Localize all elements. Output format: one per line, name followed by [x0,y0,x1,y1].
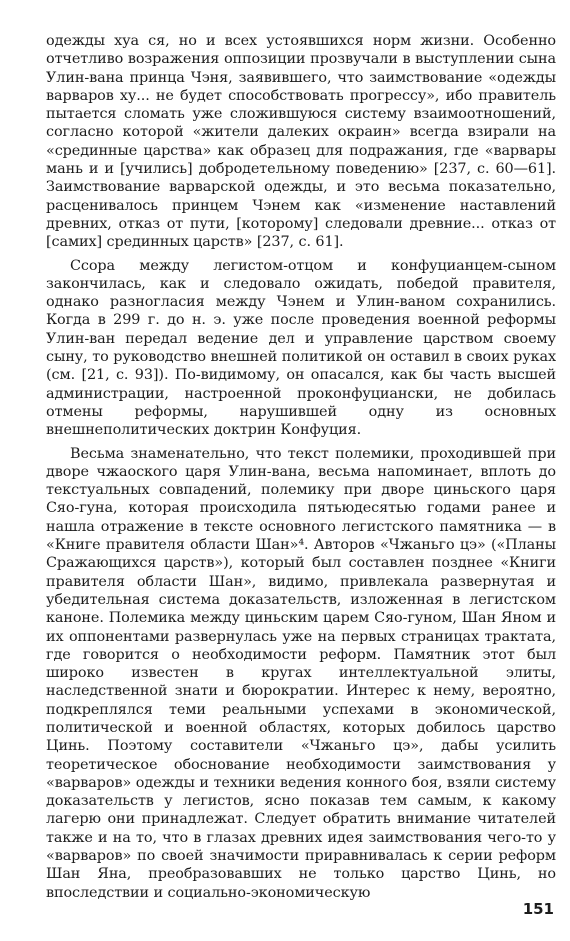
page-number: 151 [522,900,554,918]
paragraph-1: одежды хуа ся, но и всех устоявшихся норм жизни. Особенно отчетливо возражения оппозиции прозвучали в выступлении сына Улин-вана принца Чэня, заявившего, что заимствование «одежды варваров ху... не будет способствовать прогрессу», ибо правитель пытается сломать уже сложившуюся систему взаимоотношений, согласно которой «жители далеких окраин» всегда взирали на «срединные царства» как образец для подражания, где «варвары мань и и [учились] добродетельному поведению» [237, с. 60—61]. Заимствование варварской одежды, и это весьма показательно, расценивалось принцем Чэнем как «изменение наставлений древних, отказ от пути, [которому] следовали древние... отказ от [самих] срединных царств» [237, с. 61]. [46,33,556,251]
page-body [46,32,556,902]
paragraph-2: Ссора между легистом-отцом и конфуцианцем-сыном закончилась, как и следовало ожидать, победой правителя, однако разногласия между Чэнем и Улин-ваном сохранились. Когда в 299 г. до н. э. уже после проведения военной реформы Улин-ван передал ведение дел и управление царством своему сыну, то руководство внешней политикой он оставил в своих руках (см. [21, с. 93]). По-видимому, он опасался, как бы часть высшей администрации, настроенной проконфуциански, не добилась отмены реформы, нарушившей одну из основных внешнеполитических доктрин Конфуция. [46,257,556,439]
paragraph-3: Весьма знаменательно, что текст полемики, проходившей при дворе чжаоского царя Улин-вана, весьма напоминает, вплоть до текстуальных совпадений, полемику при дворе циньского царя Сяо-гуна, которая происходила пятьюдесятью годами ранее и нашла отражение в тексте основного легистского памятника — в «Книге правителя области Шан»⁴. Авторов «Чжаньго цэ» («Планы Сражающихся царств»), который был составлен позднее «Книги правителя области Шан», видимо, привлекала развернутая и убедительная система доказательств, изложенная в легистском каноне. Полемика между циньским царем Сяо-гуном, Шан Яном и их оппонентами развернулась уже на первых страницах трактата, где говорится о необходимости реформ. Памятник этот был широко известен в кругах интеллектуальной элиты, наследственной знати и бюрократии. Интерес к нему, вероятно, подкреплялся теми реальными успехами в экономической, политической и военной областях, которых добилось царство Цинь. Поэтому составители «Чжаньго цэ», дабы усилить теоретическое обоснование необходимости заимствования у «варваров» одежды и техники ведения конного боя, взяли систему доказательств у легистов, ясно показав тем самым, к какому лагерю они принадлежат. Следует обратить внимание читателей также и на то, что в глазах древних идея заимствования чего-то у «варваров» по своей значимости приравнивалась к серии реформ Шан Яна, преобразовавших не только царство Цинь, но впоследствии и социально-экономическую [46,445,556,901]
